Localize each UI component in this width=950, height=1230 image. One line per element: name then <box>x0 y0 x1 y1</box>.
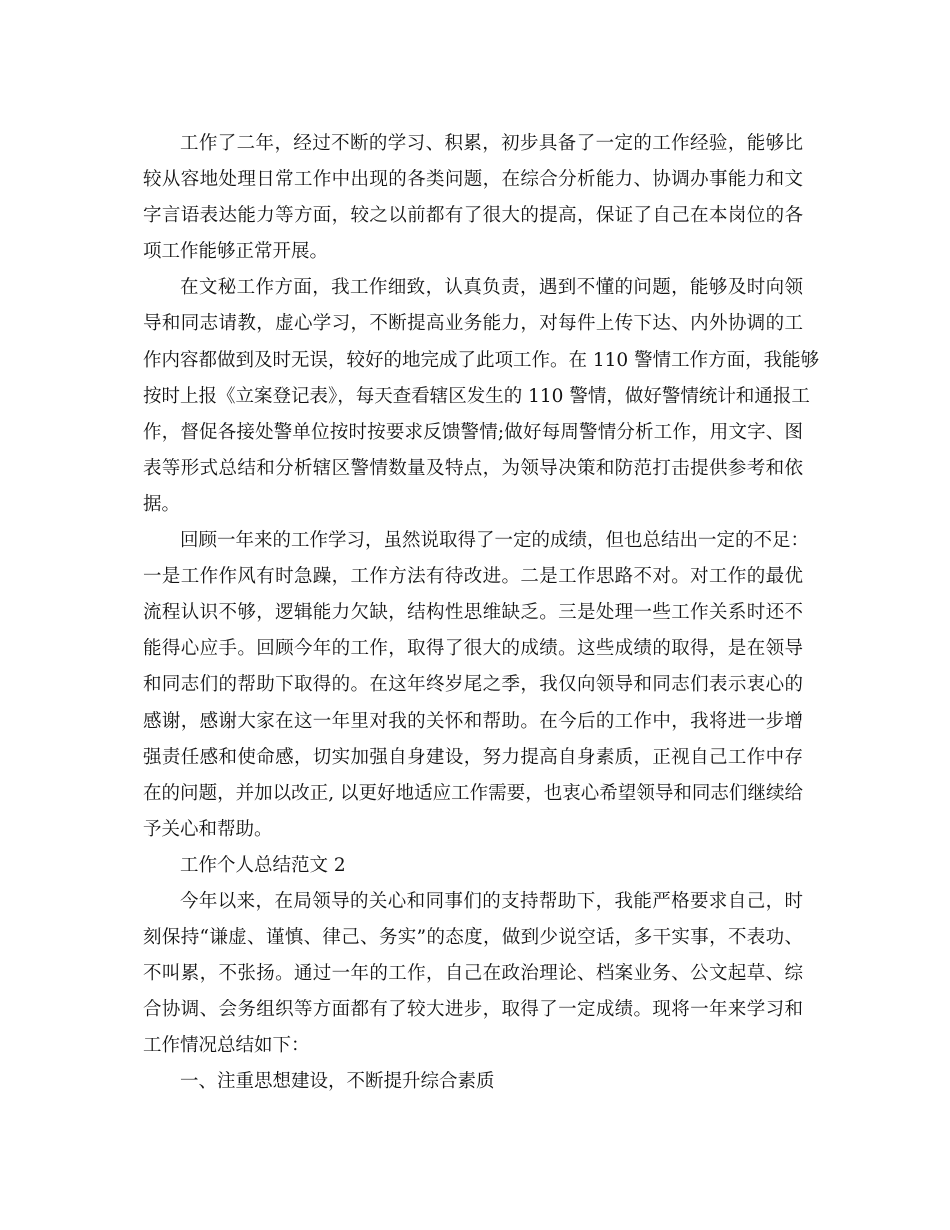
paragraph-line: 导和同志请教，虚心学习，不断提高业务能力，对每件上传下达、内外协调的工 <box>143 313 803 335</box>
paragraph-line: 刻保持“谦虚、谨慎、律己、务实”的态度，做到少说空话，多干实事，不表功、 <box>143 927 803 949</box>
paragraph-line: 表等形式总结和分析辖区警情数量及特点，为领导决策和防范打击提供参考和依 <box>143 457 803 479</box>
paragraph-line: 工作了二年，经过不断的学习、积累，初步具备了一定的工作经验，能够比 <box>180 133 803 154</box>
paragraph-5 <box>143 884 803 1064</box>
paragraph-line: 强责任感和使命感，切实加强自身建设，努力提高自身素质，正视自己工作中存 <box>143 746 803 768</box>
paragraph-line: 感谢，感谢大家在这一年里对我的关怀和帮助。在今后的工作中，我将进一步增 <box>143 710 803 732</box>
paragraph-line: 今年以来，在局领导的关心和同事们的支持帮助下，我能严格要求自己，时 <box>180 890 803 912</box>
section-heading-2 <box>143 848 803 884</box>
section-heading: 工作个人总结范文 2 <box>180 854 346 876</box>
paragraph-line: 在的问题，并加以改正, 以更好地适应工作需要，也衷心希望领导和同志们继续给 <box>143 782 803 804</box>
paragraph-line: 予关心和帮助。 <box>143 818 273 840</box>
paragraph-line: 作，督促各接处警单位按时按要求反馈警情;做好每周警情分析工作，用文字、图 <box>143 421 803 443</box>
paragraph-line: 字言语表达能力等方面，较之以前都有了很大的提高，保证了自己在本岗位的各 <box>143 205 803 227</box>
paragraph-line: 在文秘工作方面，我工作细致，认真负责，遇到不懂的问题，能够及时向领 <box>180 277 803 299</box>
paragraph-line: 合协调、会务组织等方面都有了较大进步，取得了一定成绩。现将一年来学习和 <box>143 999 803 1021</box>
paragraph-line: 据。 <box>143 493 181 515</box>
paragraph-line: 作内容都做到及时无误，较好的地完成了此项工作。在 110 警情工作方面，我能够 <box>143 349 820 371</box>
subsection-heading: 一、注重思想建设，不断提升综合素质 <box>180 1071 495 1093</box>
document-body <box>143 126 820 1101</box>
paragraph-line: 项工作能够正常开展。 <box>143 241 329 263</box>
paragraph-line: 按时上报《立案登记表》，每天查看辖区发生的 110 警情，做好警情统计和通报工 <box>143 385 810 407</box>
paragraph-line: 能得心应手。回顾今年的工作，取得了很大的成绩。这些成绩的取得，是在领导 <box>143 638 803 660</box>
paragraph-line: 和同志们的帮助下取得的。在这年终岁尾之季，我仅向领导和同志们表示衷心的 <box>143 674 803 696</box>
paragraph-line: 流程认识不够，逻辑能力欠缺，结构性思维缺乏。三是处理一些工作关系时还不 <box>143 602 803 624</box>
paragraph-line: 一是工作作风有时急躁，工作方法有待改进。二是工作思路不对。对工作的最优 <box>143 566 803 588</box>
paragraph-line: 较从容地处理日常工作中出现的各类问题，在综合分析能力、协调办事能力和文 <box>143 169 803 191</box>
paragraph-2 <box>143 270 820 523</box>
paragraph-1 <box>143 126 803 270</box>
paragraph-line: 回顾一年来的工作学习，虽然说取得了一定的成绩，但也总结出一定的不足： <box>180 530 810 552</box>
subsection-heading-1 <box>143 1064 803 1100</box>
paragraph-3 <box>143 523 810 848</box>
paragraph-line: 工作情况总结如下： <box>143 1035 310 1057</box>
paragraph-line: 不叫累，不张扬。通过一年的工作，自己在政治理论、档案业务、公文起草、综 <box>143 963 803 985</box>
